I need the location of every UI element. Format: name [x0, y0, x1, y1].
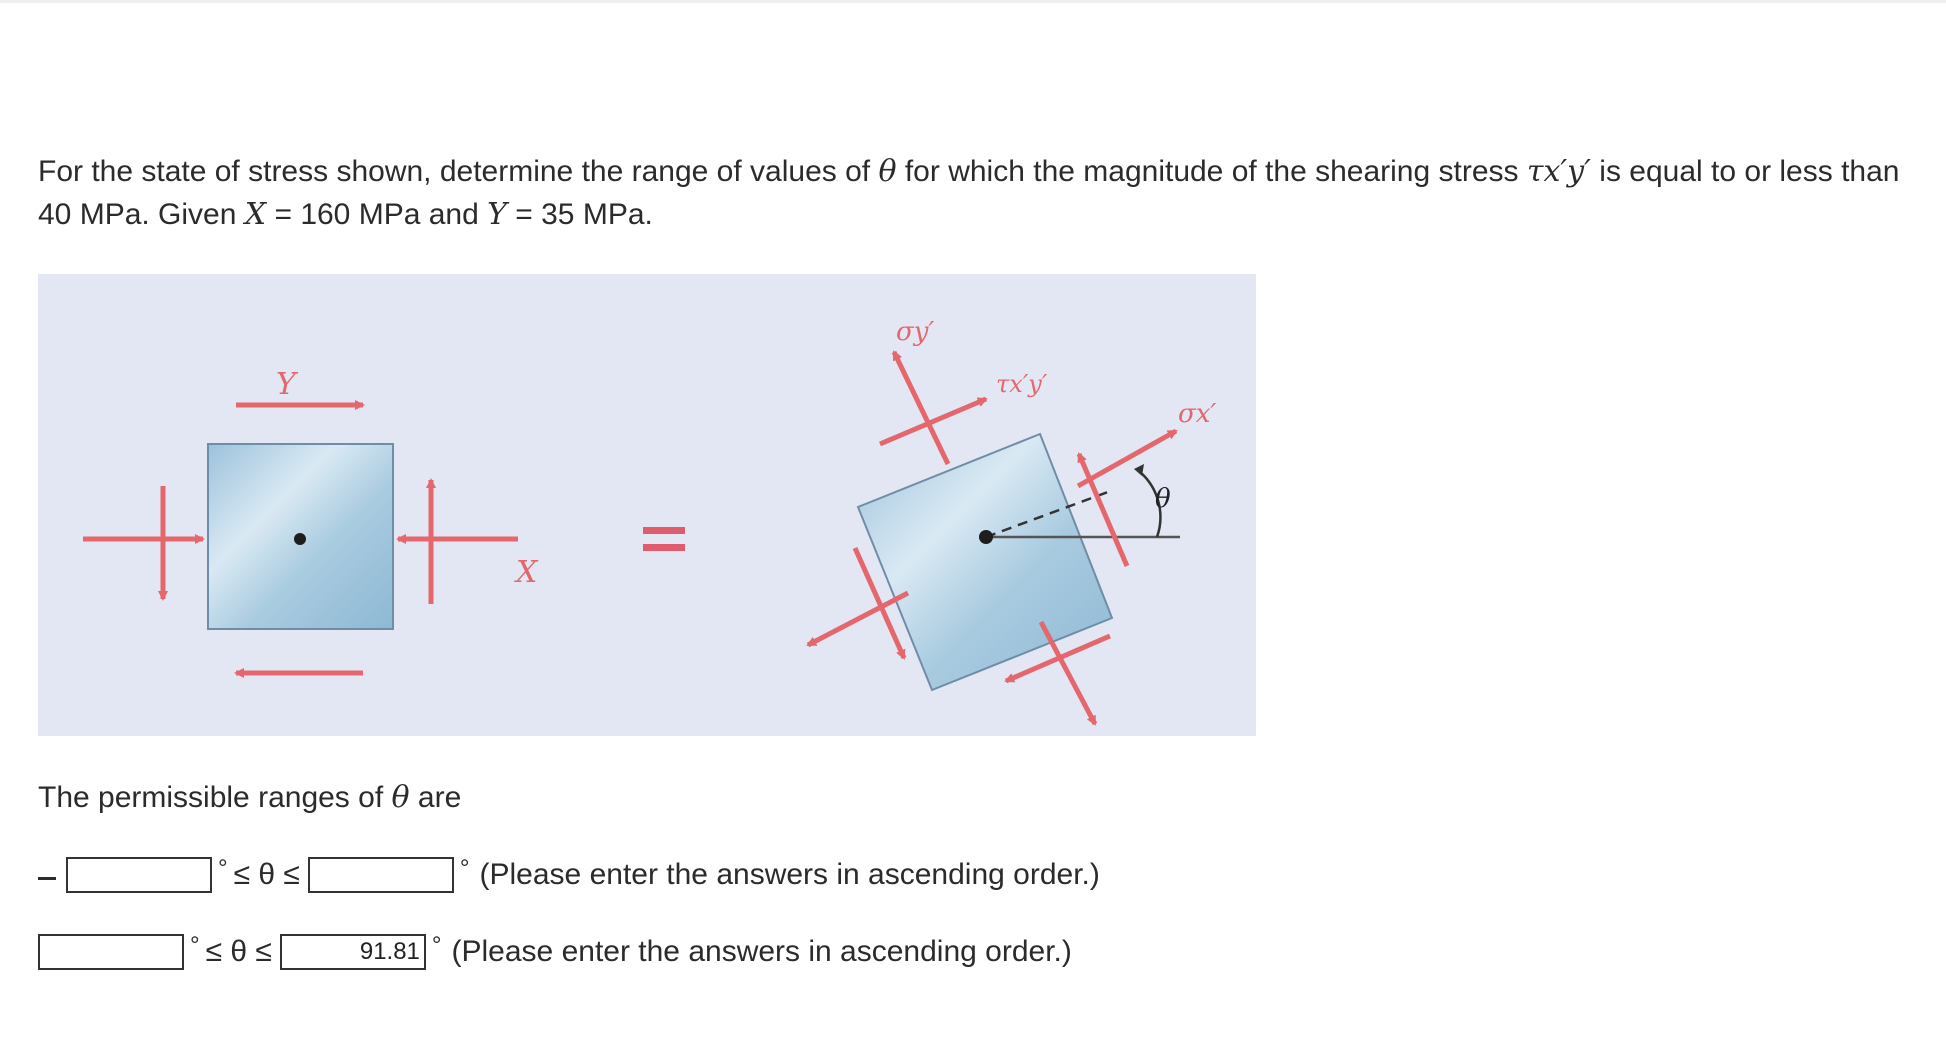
degree-symbol: °	[431, 932, 442, 959]
sigma-y-arrow-top	[894, 352, 948, 464]
stress-figure	[38, 274, 1256, 736]
label-x: X	[516, 555, 538, 590]
original-element	[83, 367, 539, 673]
ordering-note: (Please enter the answers in ascending order.)	[479, 858, 1100, 891]
y-symbol: Y	[487, 197, 507, 232]
equals-sign	[643, 527, 685, 551]
ordering-note: (Please enter the answers in ascending order.)	[451, 935, 1072, 968]
relation-text: ≤ θ ≤	[205, 935, 272, 968]
lower-bound-input-2[interactable]	[38, 934, 184, 970]
upper-bound-input-2[interactable]	[280, 934, 426, 970]
answer-row-2	[38, 932, 1072, 972]
prompt-before: The permissible ranges of	[38, 781, 392, 814]
degree-symbol: °	[190, 932, 200, 959]
question-part-3: is equal to or less than 40 MPa. Given	[38, 155, 1900, 231]
prompt-text	[38, 780, 461, 815]
question-part-2: for which the magnitude of the shearing stress	[896, 155, 1527, 188]
center-dot	[294, 533, 306, 545]
question-part-1: For the state of stress shown, determine the range of values of	[38, 155, 879, 188]
degree-symbol: °	[218, 855, 228, 882]
top-divider	[0, 0, 1946, 3]
lower-bound-input-1[interactable]	[66, 857, 212, 893]
prompt-theta: θ	[391, 780, 410, 815]
theta-symbol: θ	[878, 154, 897, 189]
question-part-5: = 35 MPa.	[506, 198, 653, 231]
sigma-x-arrow-right	[1078, 431, 1176, 486]
minus-sign	[38, 877, 56, 880]
label-sigma-y: σy′	[896, 317, 935, 347]
relation-text: ≤ θ ≤	[233, 858, 300, 891]
label-theta: θ	[1155, 484, 1171, 514]
label-y: Y	[276, 367, 296, 402]
question-text	[38, 150, 1918, 236]
tau-symbol: τx′y′	[1526, 154, 1591, 189]
prompt-after: are	[409, 781, 462, 814]
upper-bound-input-1[interactable]	[308, 857, 454, 893]
label-tau: τx′y′	[996, 370, 1048, 398]
sigma-y-arrow-bottom	[1041, 622, 1095, 724]
rotated-center-dot	[979, 530, 993, 544]
x-symbol: X	[244, 197, 267, 232]
answer-row-1	[38, 855, 1100, 895]
question-part-4: = 160 MPa and	[266, 198, 488, 231]
degree-symbol: °	[459, 855, 470, 882]
rotated-element	[808, 317, 1216, 724]
label-sigma-x: σx′	[1178, 399, 1217, 429]
stress-diagram	[38, 274, 1256, 736]
